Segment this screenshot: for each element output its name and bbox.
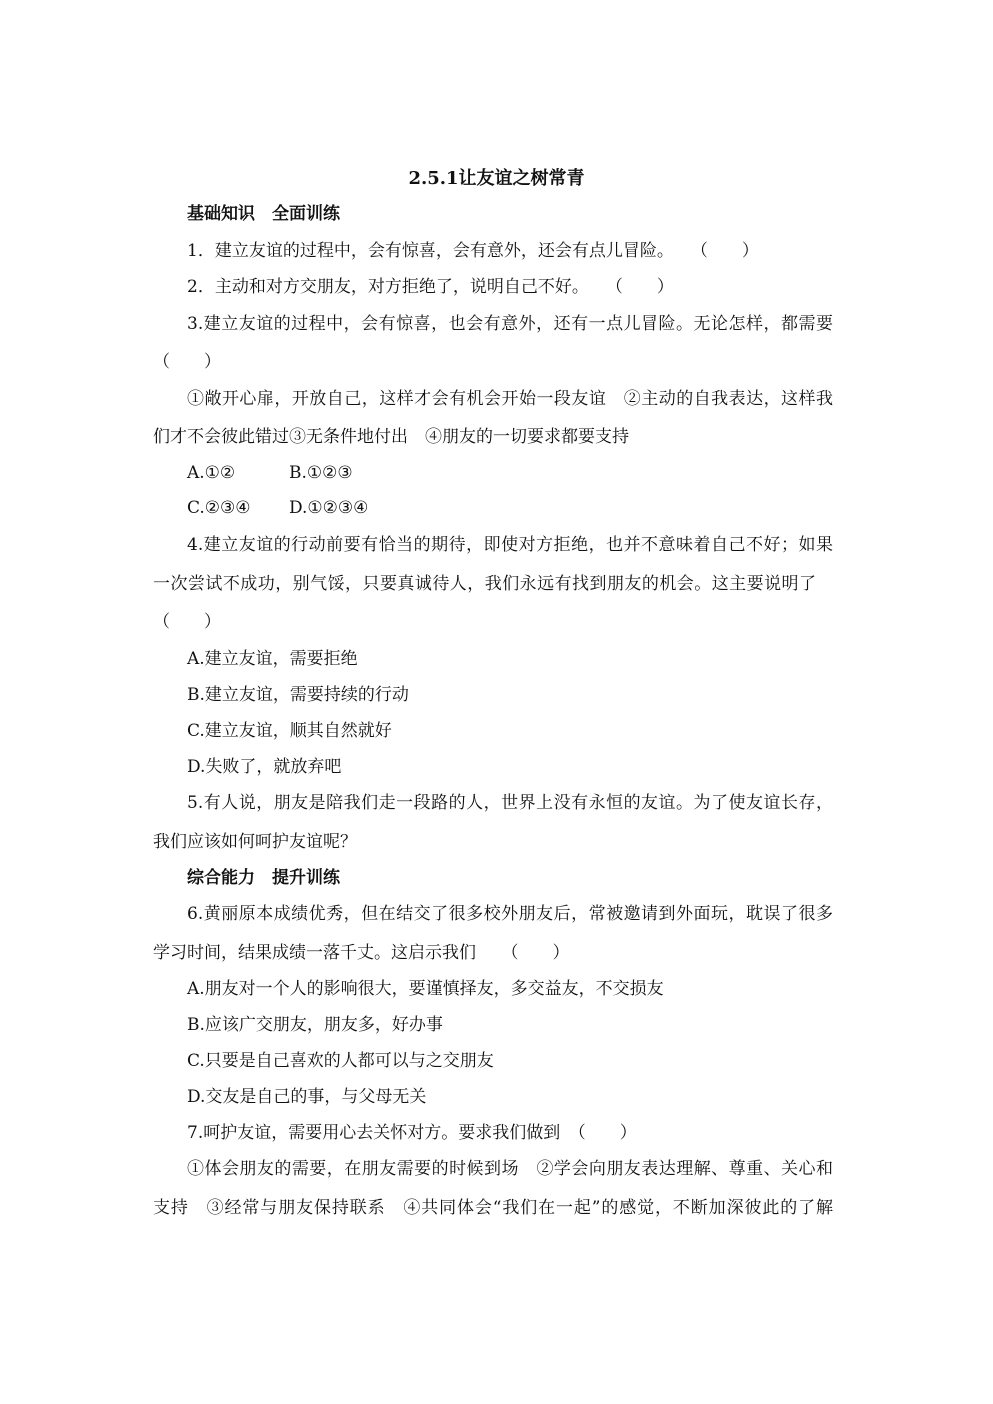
page-title: 2.5.1让友谊之树常青	[408, 168, 585, 189]
question-4-option-d: D.失败了，就放弃吧	[187, 757, 342, 777]
question-4-option-c: C.建立友谊，顺其自然就好	[187, 721, 392, 741]
question-5-stem-cont: 我们应该如何呵护友谊呢？	[153, 832, 357, 852]
question-1: 1．建立友谊的过程中，会有惊喜，会有意外，还会有点儿冒险。 （ ）	[187, 241, 759, 261]
question-4-option-b: B.建立友谊，需要持续的行动	[187, 685, 409, 705]
question-4-bracket: （ ）	[153, 612, 221, 632]
question-6-option-a: A.朋友对一个人的影响很大，要谨慎择友，多交益友，不交损友	[187, 979, 664, 999]
section-heading-basic: 基础知识 全面训练	[187, 204, 340, 224]
question-4-stem-cont: 一次尝试不成功，别气馁，只要真诚待人，我们永远有找到朋友的机会。这主要说明了	[153, 574, 816, 594]
question-7-stem: 7.呵护友谊，需要用心去关怀对方。要求我们做到 （ ）	[187, 1123, 637, 1143]
question-7-statements: ①体会朋友的需要，在朋友需要的时候到场 ②学会向朋友表达理解、尊重、关心和	[187, 1159, 833, 1179]
question-3-bracket: （ ）	[153, 352, 221, 372]
question-3-stem: 3.建立友谊的过程中，会有惊喜，也会有意外，还有一点儿冒险。无论怎样，都需要	[187, 314, 833, 334]
question-7-statements-cont: 支持 ③经常与朋友保持联系 ④共同体会“我们在一起”的感觉，不断加深彼此的了解	[153, 1198, 833, 1218]
question-3-option-c: C.②③④	[187, 498, 251, 518]
question-2: 2．主动和对方交朋友，对方拒绝了，说明自己不好。 （ ）	[187, 277, 674, 297]
question-6-option-b: B.应该广交朋友，朋友多，好办事	[187, 1015, 443, 1035]
question-4-stem: 4.建立友谊的行动前要有恰当的期待，即使对方拒绝，也并不意味着自己不好；如果	[187, 535, 833, 555]
question-4-option-a: A.建立友谊，需要拒绝	[187, 649, 358, 669]
question-6-stem-cont: 学习时间，结果成绩一落千丈。这启示我们 （ ）	[153, 943, 570, 963]
question-5-stem: 5.有人说，朋友是陪我们走一段路的人，世界上没有永恒的友谊。为了使友谊长存，	[187, 793, 833, 813]
question-6-stem: 6.黄丽原本成绩优秀，但在结交了很多校外朋友后，常被邀请到外面玩，耽误了很多	[187, 904, 833, 924]
section-heading-advanced: 综合能力 提升训练	[187, 868, 340, 888]
question-6-option-d: D.交友是自己的事，与父母无关	[187, 1087, 427, 1107]
question-3-option-d: D.①②③④	[289, 498, 369, 518]
question-3-statements-cont: 们才不会彼此错过③无条件地付出 ④朋友的一切要求都要支持	[153, 427, 629, 447]
question-3-option-b: B.①②③	[289, 463, 353, 483]
question-3-option-a: A.①②	[187, 463, 236, 483]
question-6-option-c: C.只要是自己喜欢的人都可以与之交朋友	[187, 1051, 494, 1071]
question-3-statements: ①敞开心扉，开放自己，这样才会有机会开始一段友谊 ②主动的自我表达，这样我	[187, 389, 833, 409]
